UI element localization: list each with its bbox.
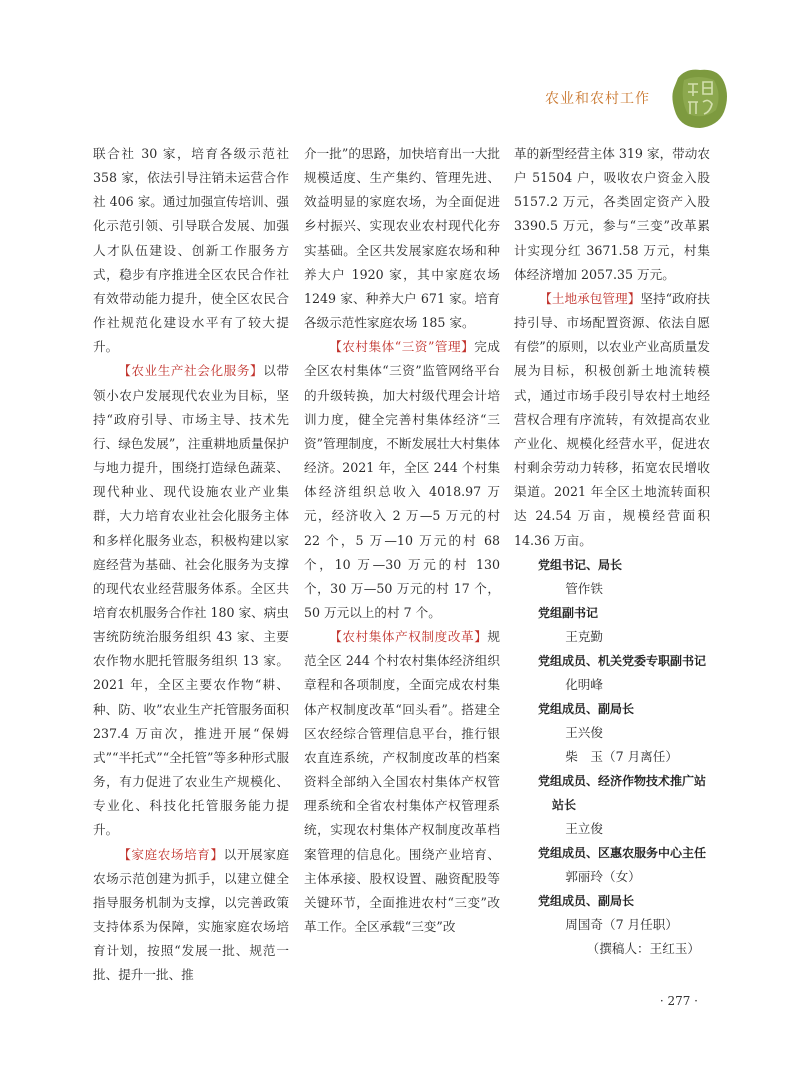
paragraph-text: 坚持“政府扶持引导、市场配置资源、依法自愿有偿”的原则，以农业产业高质量发展为目标，积极创新土地流转模式，通过市场手段引导农村土地经营权合理有序流转，有效提高农业产业化、规模化经营水平，促进农村剩余劳动力转移，拓宽农民增收渠道。2021 年全区土地流转面积达 24.54 万亩，规模经营面积 14.36 万亩。 <box>514 290 710 548</box>
paragraph <box>93 359 289 842</box>
person-name: 柴 玉（7 月离任） <box>565 748 678 764</box>
stone-seal-icon <box>668 66 730 130</box>
person-name: 化明峰 <box>565 676 603 692</box>
person-name: 郭丽玲（女） <box>565 868 641 884</box>
role-title: 党组书记、局长 <box>538 557 623 572</box>
person-name: 周国奇（7 月任职） <box>565 916 678 932</box>
paragraph <box>304 625 500 939</box>
page-number: · 277 · <box>659 994 698 1008</box>
paragraph <box>93 843 289 988</box>
paragraph: 革的新型经营主体 319 家，带动农户 51504 户，吸收农户资金入股 5157.2 万元，各类固定资产入股 3390.5 万元，参与“三变”改革累计实现分红 3671.58 万元，村集体经济增加 2057.35 万元。 <box>514 146 710 282</box>
person-name: 王克勤 <box>565 628 603 644</box>
role-title: 党组成员、区惠农服务中心主任 <box>538 845 707 860</box>
role-title: 党组成员、副局长 <box>538 701 635 716</box>
leadership-list <box>514 553 710 961</box>
text-column-3 <box>514 142 710 961</box>
role-title: 站长 <box>552 797 577 812</box>
person-name: 王立俊 <box>565 820 603 836</box>
person-name: 管作铁 <box>565 580 603 596</box>
role-title: 党组成员、副局长 <box>538 893 635 908</box>
paragraph-text: 以带领小农户发展现代农业为目标，坚持“政府引导、市场主导、技术先行、绿色发展”，注重耕地质量保护与地力提升，围绕打造绿色蔬菜、现代种业、现代设施农业产业集群，大力培育农业社会化服务主体和多样化服务业态，积极构建以家庭经营为基础、社会化服务为支撑的现代农业经营服务体系。全区共培育农机服务合作社 180 家、病虫害统防统治服务组织 43 家、主要农作物水肥托管服务组织 13 家。2021 年，全区主要农作物“耕、种、防、收”农业生产托管服务面积 237.4 万亩次，推进开展“保姆式”“半托式”“全托管”等多种形式服务，有力促进了农业生产规模化、专业化、科技化托管服务能力提升。 <box>93 363 290 838</box>
compiler-credit: （撰稿人：王红玉） <box>586 940 700 956</box>
paragraph <box>304 335 500 625</box>
section-heading: 【家庭农场培育】 <box>118 846 224 862</box>
section-title: 农业和农村工作 <box>545 91 650 107</box>
section-heading: 【农业生产社会化服务】 <box>118 363 264 379</box>
section-heading: 【农村集体产权制度改革】 <box>329 629 488 645</box>
paragraph-text: 规范全区 244 个村农村集体经济组织章程和各项制度，全面完成农村集体产权制度改革“回头看”。搭建全区农经综合管理信息平台，推行银农直连系统，产权制度改革的档案资料全部纳入全国农村集体产权管理系统和全省农村集体产权管理系统，实现农村集体产权制度改革档案管理的信息化。围绕产业培育、主体承接、股权设置、融资配股等关键环节，全面推进农村“三变”改革工作。全区承载“三变”改 <box>304 629 500 934</box>
section-heading: 【土地承包管理】 <box>539 290 641 306</box>
paragraph <box>514 287 710 553</box>
section-heading: 【农村集体“三资”管理】 <box>329 339 475 355</box>
paragraph: 介一批”的思路，加快培育出一大批规模适度、生产集约、管理先进、效益明显的家庭农场，为全面促进乡村振兴、实现农业农村现代化夯实基础。全区共发展家庭农场和种养大户 1920 家，其中家庭农场 1249 家、种养大户 671 家。培育各级示范性家庭农场 185 家。 <box>304 146 500 331</box>
role-title: 党组成员、经济作物技术推广站 <box>538 773 707 788</box>
paragraph-text: 完成全区农村集体“三资”监管网络平台的升级转换，加大村级代理会计培训力度，健全完善村集体经济“三资”管理制度，不断发展壮大村集体经济。2021 年，全区 244 个村集体经济组织总收入 4018.97 万元，经济收入 2 万—5 万元的村 22 个，5 万—10 万元的村 68 个，10 万—30 万元的村 130 个，30 万—50 万元的村 17 个，50 万元以上的村 7 个。 <box>304 339 500 620</box>
text-column-2 <box>304 142 500 939</box>
paragraph-text: 以开展家庭农场示范创建为抓手，以建立健全指导服务机制为支撑，以完善政策支持体系为保障，实施家庭农场培育计划，按照“发展一批、规范一批、提升一批、推 <box>93 846 290 983</box>
role-title: 党组成员、机关党委专职副书记 <box>538 653 707 668</box>
paragraph: 联合社 30 家，培育各级示范社 358 家，依法引导注销未运营合作社 406 家。通过加强宣传培训、强化示范引领、引导联合发展、加强人才队伍建设、创新工作服务方式，稳步有序推进全区农民合作社有效带动能力提升，使全区农民合作社规范化建设水平有了较大提升。 <box>93 146 289 355</box>
person-name: 王兴俊 <box>565 724 603 740</box>
text-column-1 <box>93 142 289 987</box>
role-title: 党组副书记 <box>538 605 599 620</box>
